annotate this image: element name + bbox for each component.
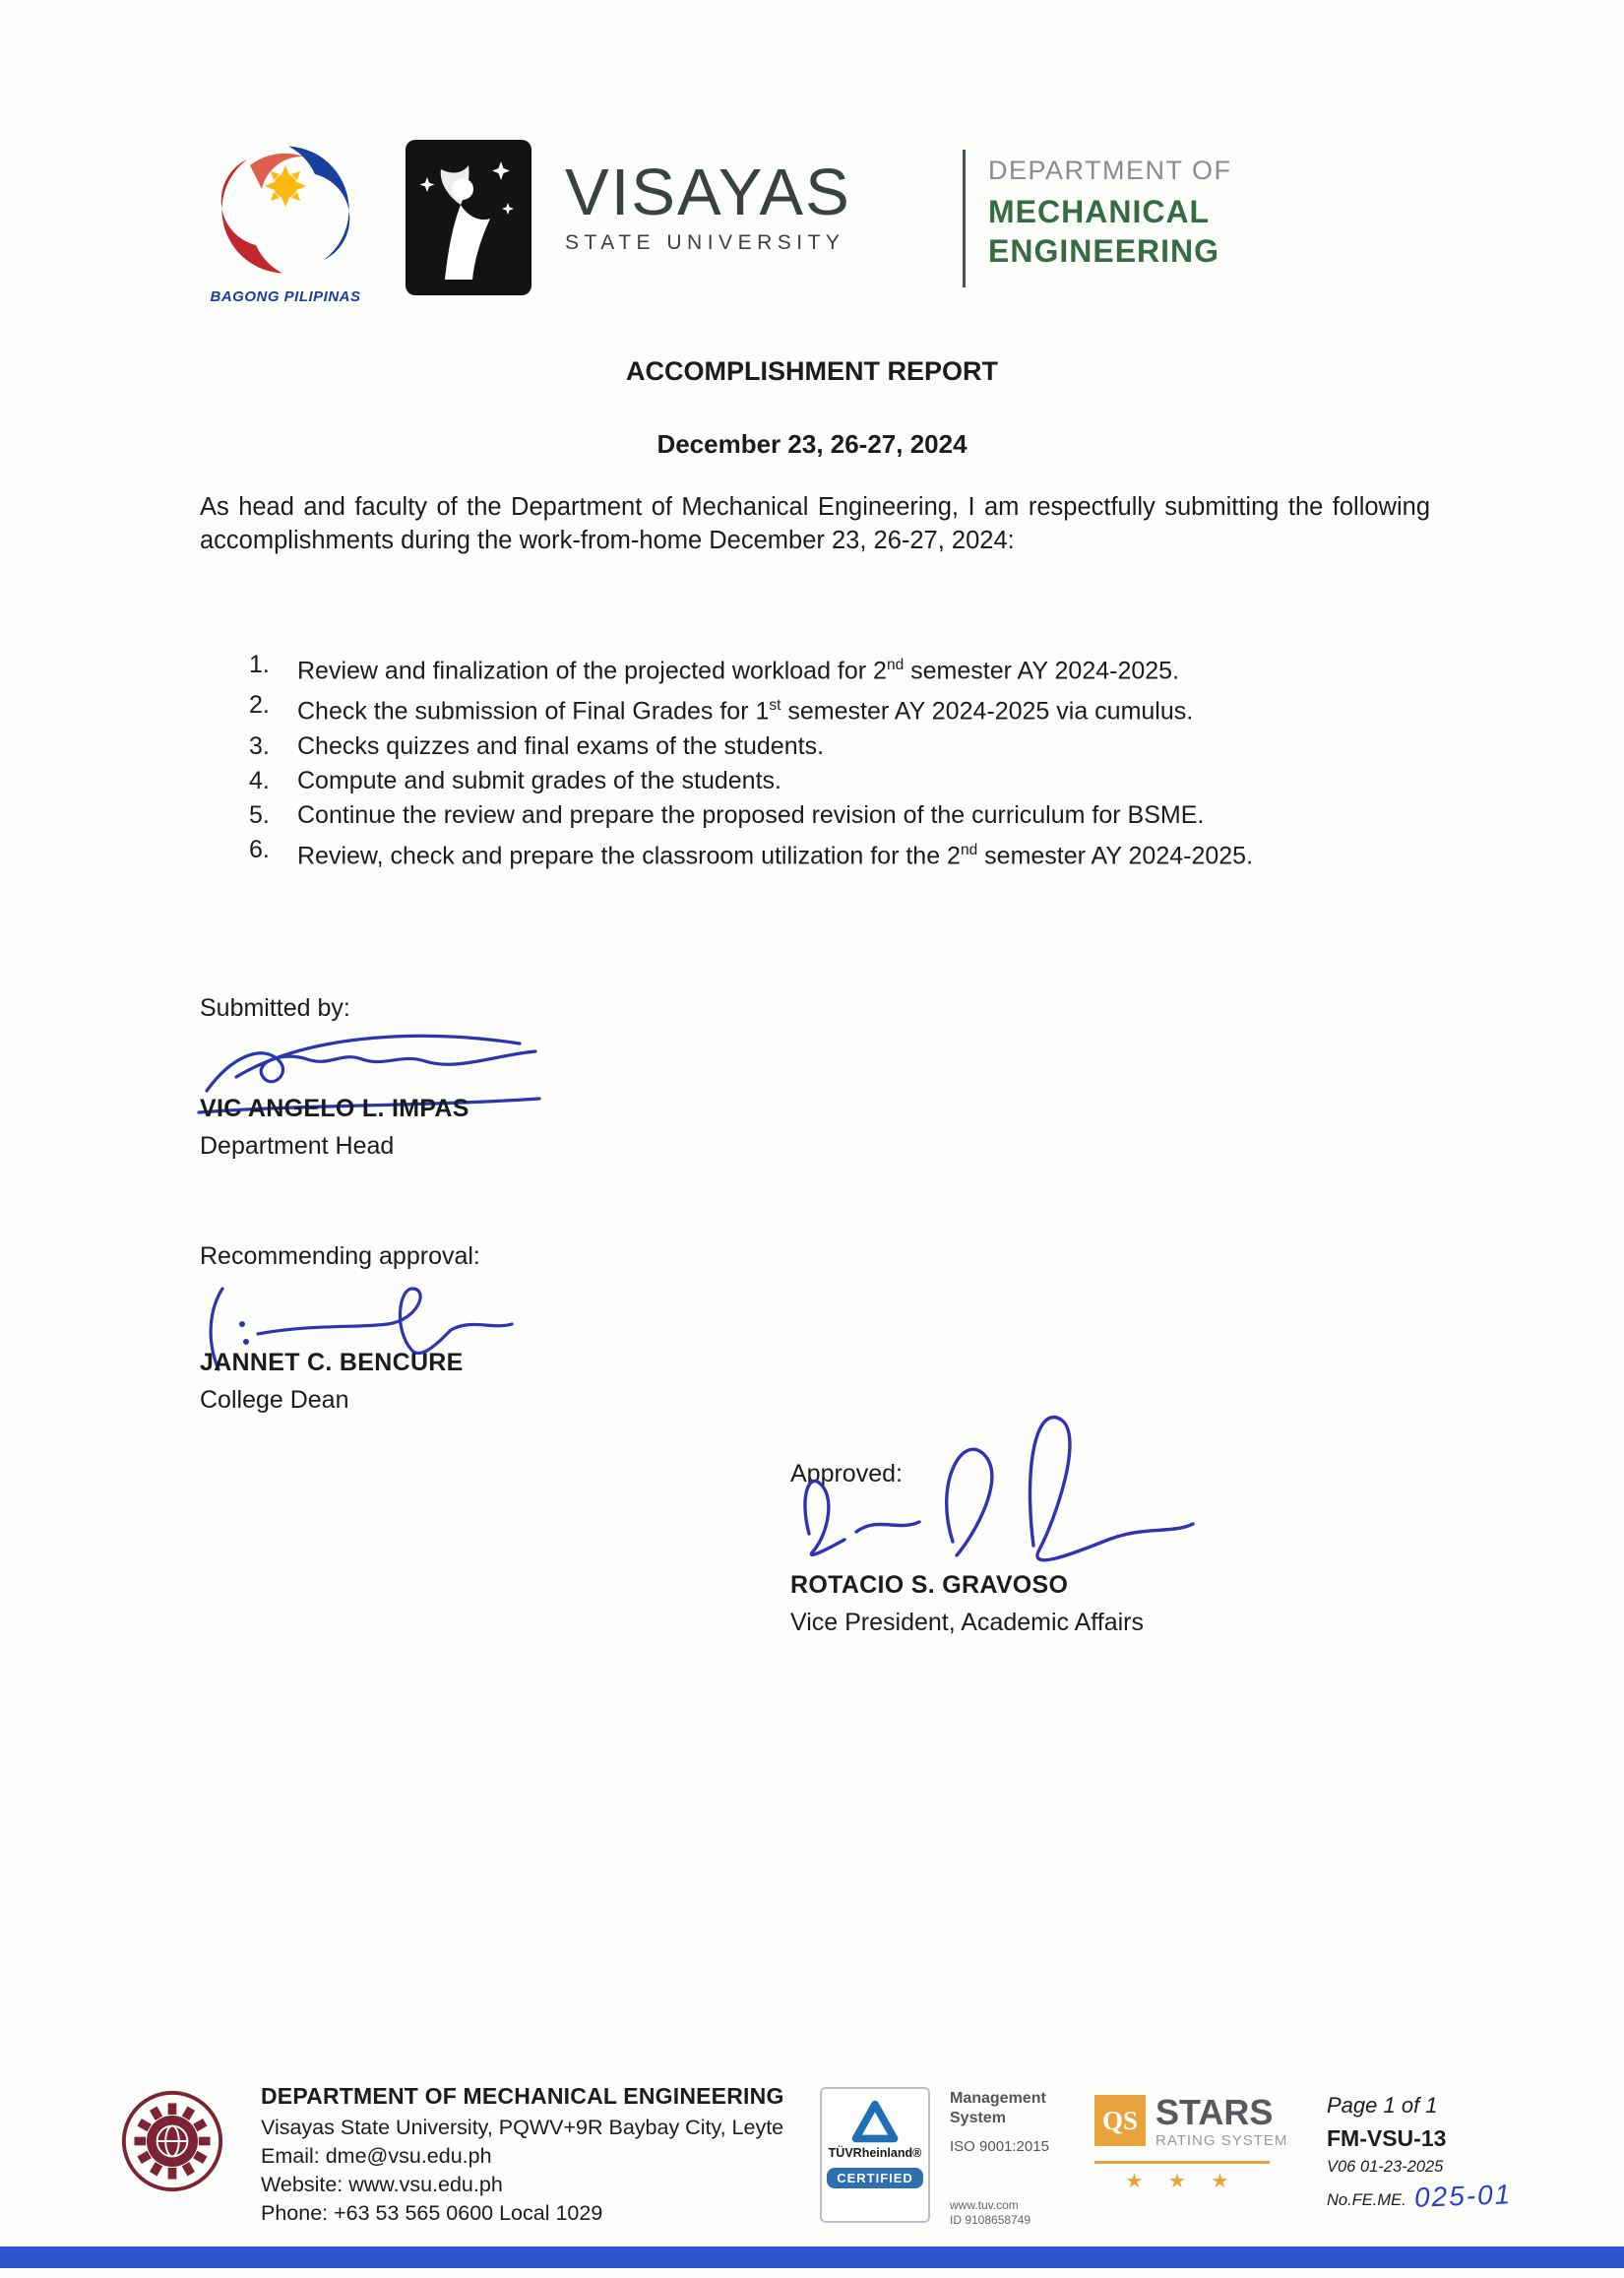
list-item (249, 798, 1430, 833)
footer-email: Email: dme@vsu.edu.ph (261, 2144, 492, 2168)
tuv-mgmt-line2: System (950, 2110, 1006, 2126)
submitted-name: VIC ANGELO L. IMPAS (200, 1095, 469, 1122)
list-item (249, 833, 1430, 873)
form-info-block (1327, 2093, 1512, 2212)
list-item-number: 6. (249, 835, 270, 863)
form-version: V06 01-23-2025 (1327, 2158, 1444, 2176)
accomplishment-list (249, 648, 1430, 873)
approved-name: ROTACIO S. GRAVOSO (790, 1571, 1069, 1599)
scan-edge-strip (0, 2246, 1624, 2268)
body-paragraph: As head and faculty of the Department of Mechanical Engineering, I am respectfully submitting the following accomplishments during the work-from-home December 23, 26-27, 2024: (200, 493, 1430, 554)
recommending-role: College Dean (200, 1386, 349, 1414)
approved-label: Approved: (790, 1460, 903, 1487)
university-name: VISAYAS (565, 156, 851, 229)
tuv-mgmt-line1: Management (950, 2090, 1046, 2107)
footer-website: Website: www.vsu.edu.ph (261, 2173, 503, 2196)
footer-address: Visayas State University, PQWV+9R Baybay City, Leyte (261, 2116, 784, 2139)
list-item-text: Review, check and prepare the classroom utilization for the 2nd semester AY 2024-2025. (297, 841, 1254, 869)
university-wordmark (565, 156, 851, 255)
department-line1: DEPARTMENT OF (988, 156, 1232, 185)
form-code: FM-VSU-13 (1327, 2125, 1447, 2151)
bagong-pilipinas-logo (202, 136, 369, 305)
signature-gravoso (787, 1386, 1201, 1593)
vsu-logo-icon (406, 140, 531, 295)
form-number-label: No.FE.ME. (1327, 2191, 1406, 2209)
qs-stars-block (1094, 2092, 1288, 2193)
list-item-number: 4. (249, 766, 270, 794)
department-line2: MECHANICAL (988, 194, 1211, 229)
tuv-certified-ribbon: CERTIFIED (827, 2168, 923, 2188)
qs-rating-subtitle: RATING SYSTEM (1156, 2132, 1288, 2149)
footer-phone: Phone: +63 53 565 0600 Local 1029 (261, 2201, 603, 2225)
tuv-details-block (950, 2089, 1049, 2228)
tuv-triangle-icon (850, 2099, 900, 2144)
list-item-text: Checks quizzes and final exams of the students. (297, 731, 825, 760)
list-item-text: Compute and submit grades of the students. (297, 766, 781, 794)
gear-globe-icon (120, 2089, 224, 2193)
tuv-certification-badge (820, 2087, 930, 2223)
recommending-name: JANNET C. BENCURE (200, 1349, 464, 1376)
university-subtitle: STATE UNIVERSITY (565, 231, 845, 254)
qs-logo: QS (1094, 2095, 1146, 2146)
department-block (988, 156, 1232, 271)
approved-role: Vice President, Academic Affairs (790, 1609, 1144, 1636)
report-title: ACCOMPLISHMENT REPORT (626, 356, 998, 386)
list-item (249, 688, 1430, 728)
list-item-number: 5. (249, 800, 270, 829)
submitted-by-label: Submitted by: (200, 994, 350, 1022)
bagong-pilipinas-caption: BAGONG PILIPINAS (210, 288, 361, 305)
qs-stars-row: ★ ★ ★ (1094, 2161, 1270, 2193)
recommending-label: Recommending approval: (200, 1242, 480, 1270)
footer-contact-block (261, 2083, 784, 2228)
list-item (249, 729, 1430, 764)
qs-stars-title: STARS (1156, 2092, 1274, 2132)
submitted-role: Department Head (200, 1132, 395, 1160)
list-item-text: Review and finalization of the projected workload for 2nd semester AY 2024-2025. (297, 657, 1180, 685)
form-number-handwritten: 025-01 (1413, 2179, 1513, 2213)
list-item-text: Continue the review and prepare the proposed revision of the curriculum for BSME. (297, 800, 1205, 829)
tuv-cert-id: ID 9108658749 (950, 2213, 1031, 2227)
tuv-brand: TÜVRheinland® (828, 2146, 922, 2160)
tuv-url: www.tuv.com (950, 2198, 1019, 2212)
bagong-pilipinas-icon (212, 136, 359, 284)
footer-dept-seal (120, 2089, 224, 2198)
vsu-logo (406, 140, 531, 300)
page-number: Page 1 of 1 (1327, 2093, 1438, 2118)
footer-department: DEPARTMENT OF MECHANICAL ENGINEERING (261, 2083, 784, 2109)
report-date: December 23, 26-27, 2024 (656, 429, 968, 459)
list-item-number: 2. (249, 691, 270, 720)
list-item-text: Check the submission of Final Grades for 1st semester AY 2024-2025 via cumulus. (297, 697, 1194, 726)
list-item-number: 3. (249, 731, 270, 760)
list-item-number: 1. (249, 651, 270, 678)
list-item (249, 764, 1430, 798)
tuv-iso: ISO 9001:2015 (950, 2138, 1049, 2155)
header-divider (963, 150, 966, 287)
department-line3: ENGINEERING (988, 233, 1220, 269)
list-item (249, 648, 1430, 688)
